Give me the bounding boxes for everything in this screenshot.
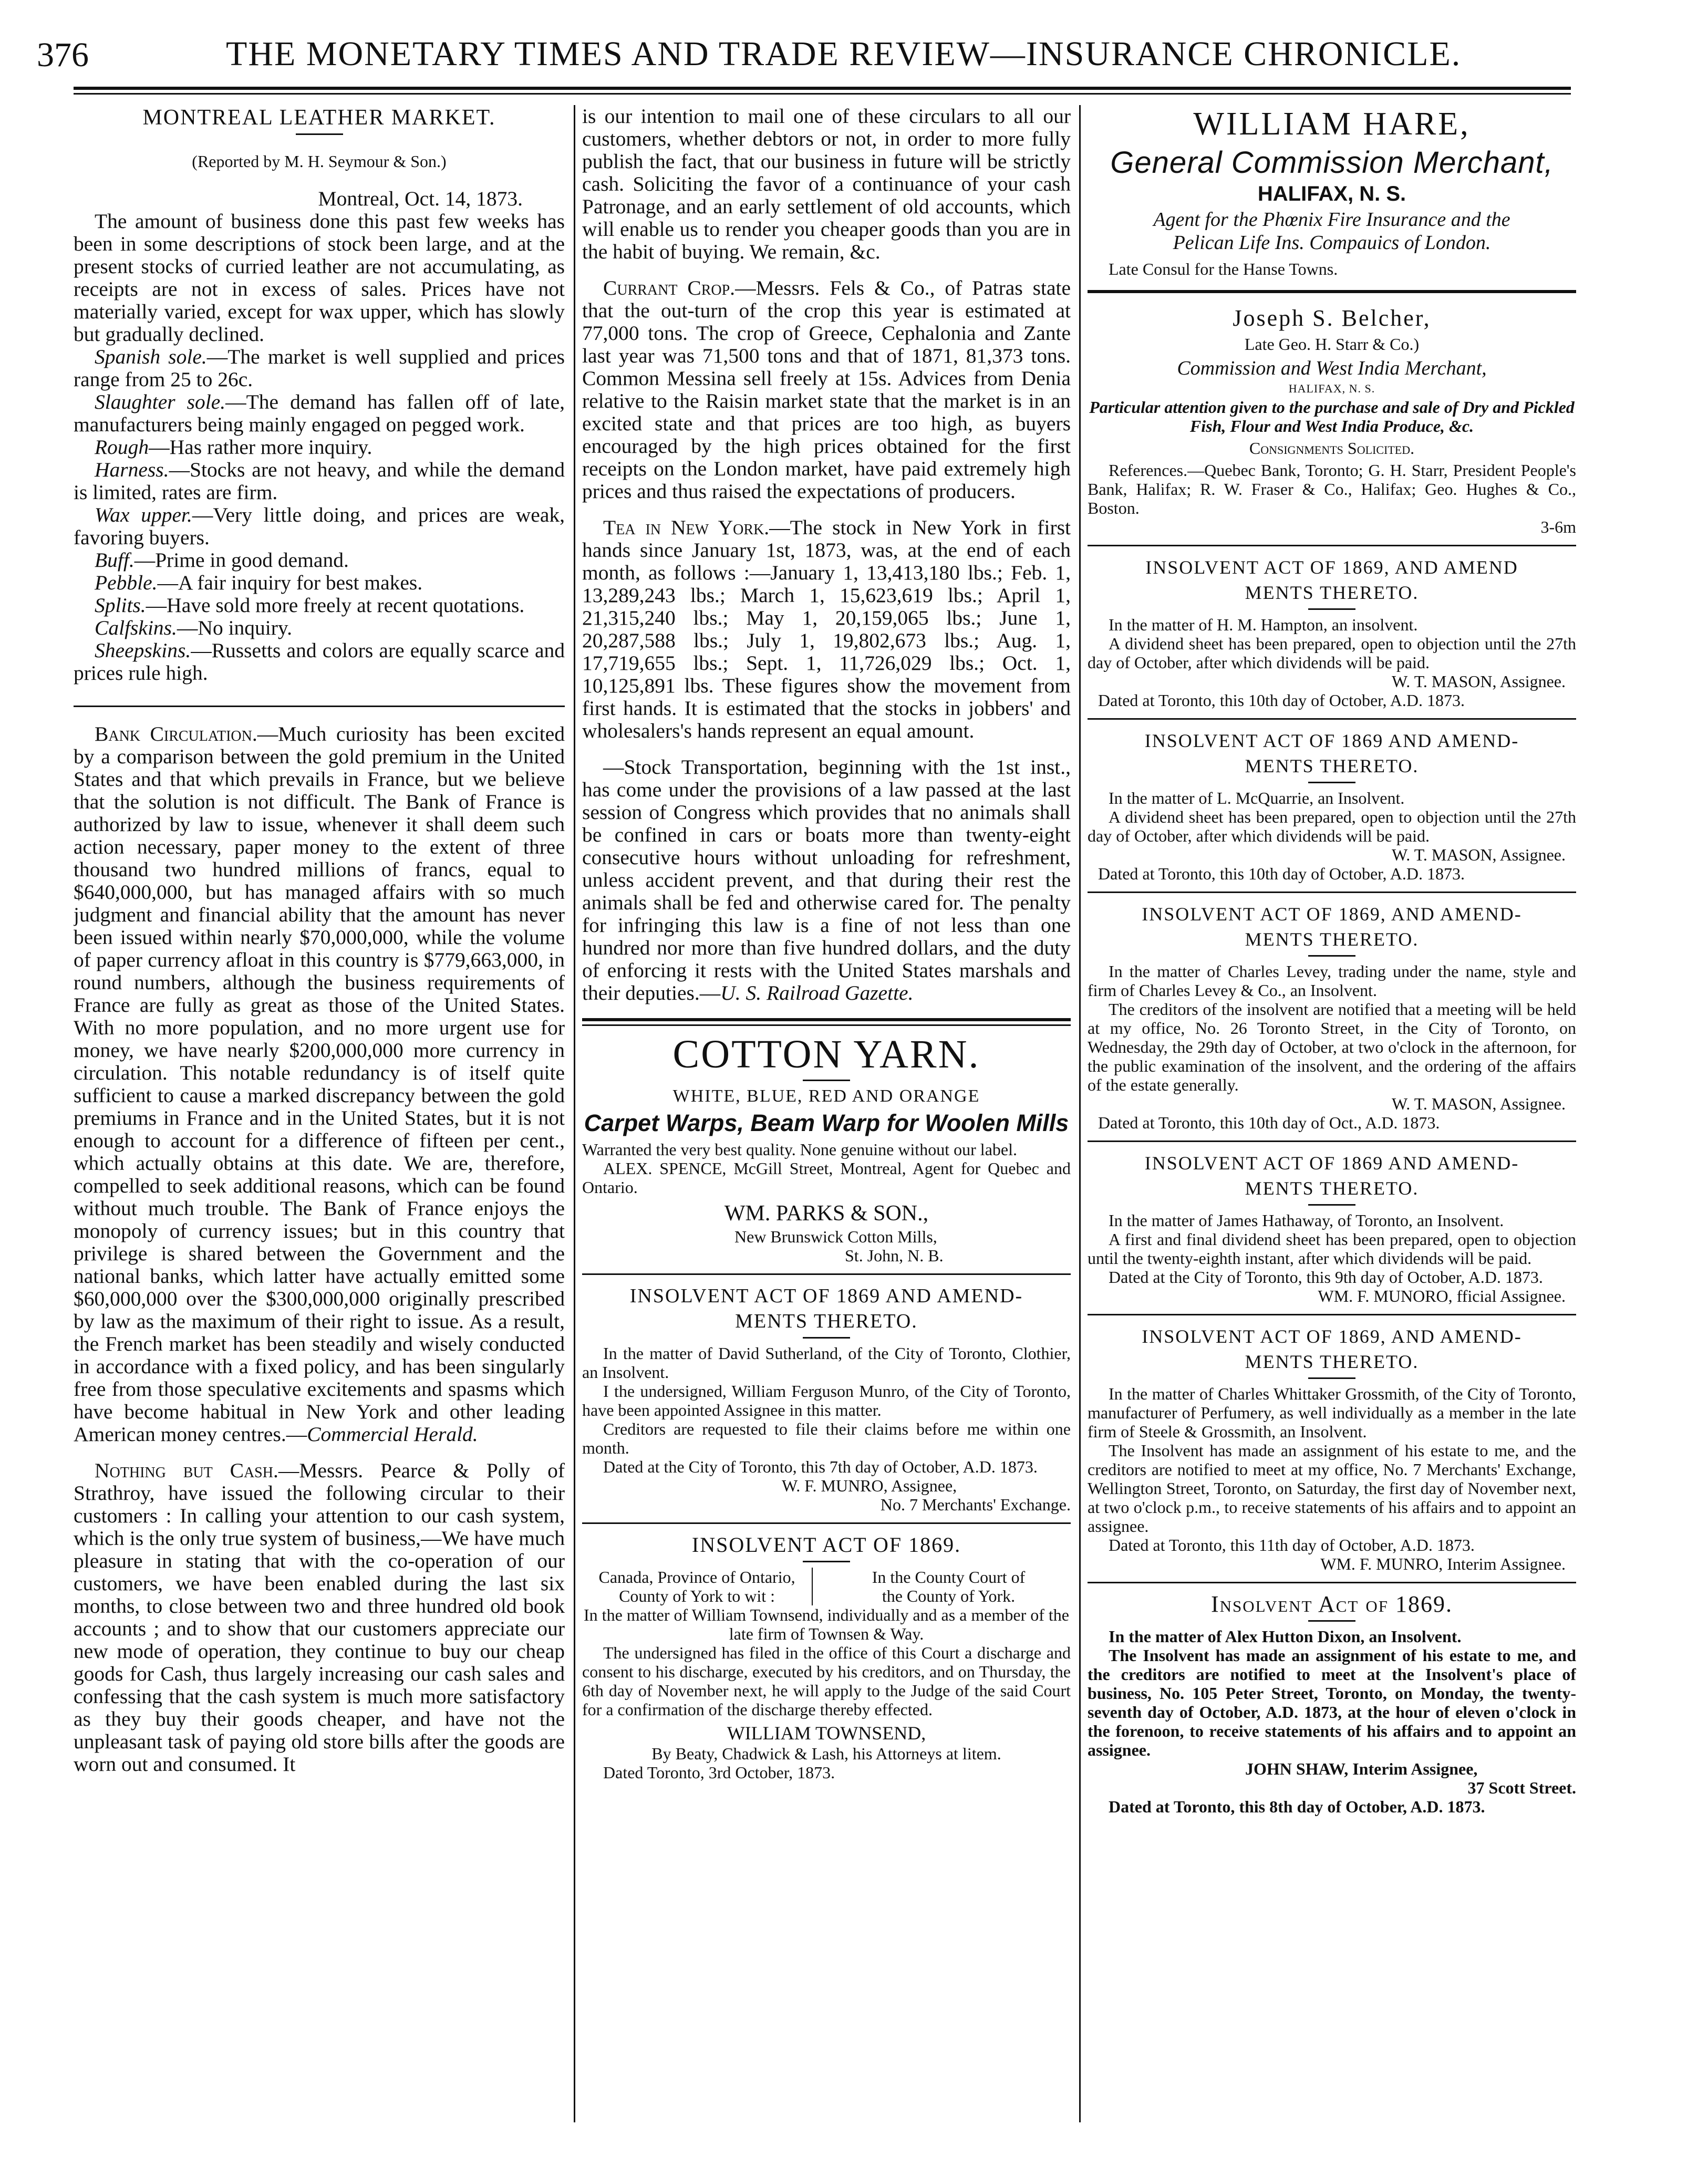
- page-header: [32, 29, 1676, 76]
- leather-item-term: Pebble.: [95, 571, 158, 594]
- leather-item-text: —Russetts and colors are equally scarce and prices rule high.: [74, 639, 565, 685]
- divider: [582, 1018, 1071, 1021]
- notice-heading: MENTS THERETO.: [1245, 1178, 1419, 1199]
- leather-item-text: —Very little doing, and prices are weak, favoring buyers.: [74, 503, 565, 549]
- divider: [582, 1024, 1071, 1026]
- ad-name: Joseph S. Belcher,: [1233, 305, 1431, 331]
- notice-heading: INSOLVENT ACT OF 1869 AND AMEND-: [1144, 730, 1519, 751]
- notice-text: The Insolvent has made an assignment of his estate to me, and the creditors are notified to meet at my office, No. 7 Merchants' Exchange, Wellington Street, Toronto, on Saturday, the first day of November next, at two o'clock p.m., to receive statements of his affairs and to appoint an assignee.: [1088, 1441, 1576, 1536]
- ad-text: Consignments Solicited.: [1249, 439, 1415, 458]
- leather-item-term: Slaughter sole.: [95, 390, 226, 413]
- divider: [1088, 891, 1576, 893]
- leather-item: [74, 504, 565, 549]
- leather-item-text: —Prime in good demand.: [134, 548, 349, 572]
- leather-items: [74, 346, 565, 685]
- ad-text: Warranted the very best quality. None genuine without our label.: [582, 1140, 1017, 1159]
- cotton-yarn-ad: [582, 1032, 1071, 1265]
- divider: [74, 706, 565, 707]
- ad-text: ALEX. SPENCE, McGill Street, Montreal, Agent for Quebec and Ontario.: [582, 1159, 1071, 1197]
- notice-signature: WILLIAM TOWNSEND,: [727, 1723, 926, 1744]
- insolvent-notice-sutherland: [582, 1283, 1071, 1514]
- notice-date: Dated at Toronto, this 8th day of October, A.D. 1873.: [1109, 1797, 1485, 1816]
- notice-text: A first and final dividend sheet has been prepared, open to objection until the twenty-eighth instant, after which dividends will be paid.: [1088, 1230, 1576, 1268]
- article-body: —Much curiosity has been excited by a comparison between the gold premium in the United States and that which prevails in France, but we believe that the solution is not difficult. The Bank of France is authorized by law to issue, whenever it shall deem such action necessary, paper money to the extent of three thousand two hundred millions of francs, equal to $640,000,000, but has managed affairs with so much judgment and financial ability that the amount has never been issued within nearly $70,000,000, while the volume of paper currency afloat in this country is $779,663,000, in round numbers, although the business requirements of France are fully as great as those of the United States. With no more population, and no more urgent use for money, we have nearly $200,000,000 more currency in circulation. This notable redundancy is of itself quite sufficient to cause a marked discrepancy between the gold premiums in France and in the United States, but it is not enough to account for a difference of fifteen per cent., which actually obtains at this date. We are, therefore, compelled to seek additional reasons, which can be found without much trouble. The Bank of France enjoys the monopoly of currency issues; but in this country that privilege is shared between the Government and the national banks, which latter have actually emitted some $60,000,000 over the $300,000,000 originally prescribed by law as the maximum of their right to issue. As a result, the French market has been steadily and wisely conducted in accordance with a fixed policy, and has been singularly free from those speculative excitements and spasms which have become habitual in New York and other leading American money centres.—: [74, 722, 565, 1446]
- notice-signature: No. 7 Merchants' Exchange.: [880, 1495, 1071, 1514]
- article-body: The amount of business done this past few weeks has been in some descriptions of stock been large, and at the present stocks of curried leather are not accumulating, as receipts are not in excess of sales. Prices have not materially varied, except for wax upper, which has slowly but gradually declined.: [74, 210, 565, 346]
- divider: [1308, 1204, 1355, 1206]
- ad-role: General Commission Merchant,: [1110, 146, 1554, 180]
- leather-item: [74, 391, 565, 436]
- leather-item: [74, 436, 565, 459]
- article-dateline: Montreal, Oct. 14, 1873.: [318, 187, 523, 210]
- header-rule: [74, 87, 1571, 90]
- leather-market-article: [74, 105, 565, 685]
- notice-date: Dated at Toronto, this 10th day of October, A.D. 1873.: [1098, 691, 1465, 710]
- notice-text: I the undersigned, William Ferguson Munro, of the City of Toronto, have been appointed Assignee in this matter.: [582, 1382, 1071, 1419]
- ad-text: New Brunswick Cotton Mills,: [734, 1227, 937, 1246]
- notice-heading: INSOLVENT ACT OF 1869, AND AMEND: [1145, 557, 1518, 578]
- court-caption-right: [826, 1568, 1071, 1605]
- ad-role: Commission and West India Merchant,: [1177, 357, 1487, 379]
- divider: [1088, 718, 1576, 720]
- notice-text: In the matter of James Hathaway, of Toronto, an Insolvent.: [1109, 1211, 1504, 1230]
- ad-text: Particular attention given to the purchase and sale of Dry and Pickled Fish, Flour and West India Produce, &c.: [1089, 398, 1575, 436]
- leather-item-term: Harness.: [95, 458, 169, 481]
- article-lead: Currant Crop.: [603, 276, 736, 299]
- notice-text: In the matter of H. M. Hampton, an insolvent.: [1109, 615, 1418, 634]
- article-lead: Nothing but Cash.: [95, 1459, 278, 1482]
- leather-item: [74, 617, 565, 639]
- leather-item-text: —Stocks are not heavy, and while the demand is limited, rates are firm.: [74, 458, 565, 504]
- ad-text: Late Consul for the Hanse Towns.: [1109, 260, 1338, 278]
- notice-heading: MENTS THERETO.: [735, 1310, 918, 1332]
- notice-text: A dividend sheet has been prepared, open to objection until the 27th day of October, after which dividends will be paid.: [1088, 634, 1576, 672]
- notice-text: The undersigned has filed in the office of this Court a discharge and consent to his discharge, executed by his creditors, and on Thursday, the 6th day of November next, he will apply to the Judge of the said Court for a confirmation of the discharge thereby effected.: [582, 1643, 1071, 1719]
- spacer: [582, 263, 1071, 277]
- tea-article: [582, 516, 1071, 742]
- notice-heading: INSOLVENT ACT OF 1869 AND AMEND-: [629, 1285, 1023, 1307]
- masthead-title: THE MONETARY TIMES AND TRADE REVIEW—INSURANCE CHRONICLE.: [226, 35, 1462, 73]
- caption-line: County of York to wit :: [619, 1587, 775, 1605]
- leather-item: [74, 594, 565, 617]
- ad-text: Late Geo. H. Starr & Co.): [1244, 335, 1420, 354]
- column-divider: [574, 105, 575, 2122]
- ad-text: St. John, N. B.: [845, 1246, 944, 1265]
- ad-place: HALIFAX, N. S.: [1257, 182, 1406, 205]
- notice-text: In the matter of Charles Levey, trading under the name, style and firm of Charles Levey & Co., an Insolvent.: [1088, 962, 1576, 1000]
- insolvent-notice: [1088, 1150, 1576, 1315]
- notice-signature: W. T. MASON, Assignee.: [1392, 672, 1566, 691]
- leather-item-term: Rough: [95, 436, 149, 459]
- notice-heading: MENTS THERETO.: [1245, 582, 1419, 603]
- leather-item-term: Wax upper.: [95, 503, 192, 526]
- divider: [1308, 1620, 1355, 1622]
- leather-item-text: —Has rather more inquiry.: [149, 436, 372, 459]
- currant-crop-article: [582, 277, 1071, 503]
- notice-heading: INSOLVENT ACT OF 1869, AND AMEND-: [1142, 1326, 1522, 1347]
- leather-item-text: —A fair inquiry for best makes.: [157, 571, 423, 594]
- article-body: —Stock Transportation, beginning with the 1st inst., has come under the provisions of a law passed at the last session of Congress which provides that no animals shall be confined in cars or boats more than twenty-eight consecutive hours without unloading for refreshment, unless accident prevent, and that during their rest the animals shall be fed and otherwise cared for. The penalty for infringing this law is a fine of not less than one hundred nor more than five hundred dollars, and the duty of enforcing it rests with the United States marshals and their deputies.—: [582, 755, 1071, 1004]
- article-body: —The stock in New York in first hands since January 1st, 1873, was, at the end of each month, as follows :—January 1, 13,413,180 lbs.; Feb. 1, 13,289,243 lbs.; March 1, 15,623,619 lbs.; April 1, 21,315,240 lbs.; May 1, 20,159,065 lbs.; June 1, 20,287,588 lbs.; July 1, 19,802,673 lbs.; Aug. 1, 17,719,655 lbs.; Sept. 1, 11,726,029 lbs.; Oct. 1, 10,125,891 lbs. These figures show the movement from first hands. It is estimated that the stocks in jobbers' and wholesalers's hands represent an equal amount.: [582, 516, 1071, 742]
- ad-code: 3-6m: [1540, 517, 1576, 536]
- belcher-ad: [1088, 305, 1576, 536]
- insolvent-notice: [1088, 901, 1576, 1142]
- divider: [1088, 290, 1576, 293]
- notice-text: Dated at Toronto, this 11th day of October, A.D. 1873.: [1109, 1536, 1475, 1554]
- notice-signature: WM. F. MUNORO, fficial Assignee.: [1318, 1287, 1566, 1305]
- insolvent-notice: [1088, 555, 1576, 720]
- leather-item-term: Splits.: [95, 594, 146, 617]
- column-3: [1088, 105, 1576, 2133]
- notice-heading: INSOLVENT ACT OF 1869 AND AMEND-: [1144, 1153, 1519, 1174]
- notice-text: In the matter of Charles Whittaker Grossmith, of the City of Toronto, manufacturer of Perfumery, as well individually as a member in the late firm of Steele & Grossmith, an Insolvent.: [1088, 1384, 1576, 1441]
- notice-heading: MENTS THERETO.: [1245, 929, 1419, 950]
- court-caption: [582, 1568, 1071, 1605]
- spacer: [74, 1446, 565, 1459]
- divider: [1088, 1314, 1576, 1315]
- article-heading: MONTREAL LEATHER MARKET.: [142, 106, 496, 130]
- ad-text: Pelican Life Ins. Compauics of London.: [1173, 232, 1491, 254]
- caption-line: the County of York.: [882, 1587, 1016, 1605]
- ad-place: HALIFAX, N. S.: [1288, 382, 1375, 395]
- caption-line: In the County Court of: [872, 1568, 1026, 1587]
- notice-signature: W. T. MASON, Assignee.: [1392, 845, 1566, 864]
- nothing-but-cash-article: [74, 1459, 565, 1776]
- leather-item-term: Calfskins.: [95, 616, 177, 639]
- article-lead: Tea in New York.: [603, 516, 770, 539]
- article-source: U. S. Railroad Gazette.: [720, 981, 914, 1004]
- leather-item: [74, 346, 565, 391]
- bank-circulation-article: [74, 723, 565, 1446]
- notice-heading: INSOLVENT ACT OF 1869, AND AMEND-: [1142, 904, 1522, 925]
- ad-firm: WM. PARKS & SON.,: [724, 1201, 929, 1226]
- notice-heading: MENTS THERETO.: [1245, 1351, 1419, 1372]
- divider: [1308, 782, 1355, 783]
- article-byline: (Reported by M. H. Seymour & Son.): [192, 152, 447, 171]
- notice-signature: By Beaty, Chadwick & Lash, his Attorneys at litem.: [651, 1744, 1001, 1763]
- divider: [803, 1337, 850, 1339]
- notice-text: The creditors of the insolvent are notified that a meeting will be held at my office, No. 26 Toronto Street, in the City of Toronto, on Wednesday, the 29th day of October, at two o'clock in the afternoon, for the public examination of the insolvent, and the ordering of the affairs of the estate generally.: [1088, 1000, 1576, 1094]
- notice-signature: W. F. MUNRO, Assignee,: [782, 1476, 957, 1495]
- cash-article-continued: is our intention to mail one of these circulars to all our customers, whether debtors or not, in order to more fully publish the fact, that our business in future will be strictly cash. Soliciting the favor of a continuance of your cash Patronage, and an early settlement of old accounts, which will enable us to render you cheaper goods than you are in the habit of buying. We remain, &c.: [582, 105, 1071, 263]
- notice-date: Dated Toronto, 3rd October, 1873.: [603, 1763, 835, 1782]
- insolvent-notice-townsend: [582, 1532, 1071, 1782]
- leather-item: [74, 549, 565, 572]
- leather-item: [74, 572, 565, 594]
- column-2: [582, 105, 1071, 2133]
- divider: [582, 1522, 1071, 1524]
- header-rule-thin: [74, 93, 1571, 95]
- ad-tagline: Carpet Warps, Beam Warp for Woolen Mills: [584, 1110, 1069, 1136]
- divider: [1308, 608, 1355, 610]
- ad-title: COTTON YARN.: [672, 1032, 980, 1076]
- notice-signature: WM. F. MUNRO, Interim Assignee.: [1320, 1554, 1566, 1573]
- notice-text: A dividend sheet has been prepared, open to objection until the 27th day of October, after which dividends will be paid.: [1088, 807, 1576, 845]
- notice-heading: INSOLVENT ACT OF 1869.: [691, 1533, 961, 1557]
- divider: [1088, 545, 1576, 546]
- notice-text: In the matter of Alex Hutton Dixon, an Insolvent.: [1109, 1627, 1462, 1646]
- insolvent-notices: [1088, 555, 1576, 1583]
- leather-item-text: —Have sold more freely at recent quotations.: [146, 594, 525, 617]
- notice-signature: 37 Scott Street.: [1467, 1778, 1576, 1797]
- notice-signature: JOHN SHAW, Interim Assignee,: [1245, 1759, 1478, 1778]
- column-1: [74, 105, 565, 2133]
- article-body: —Messrs. Pearce & Polly of Strathroy, have issued the following circular to their customers : In calling your attention to our cash system, which is the only true system of business,—We have much pleasure in stating that with the co-operation of our customers, we have been enabled during the last six months, to close between two and three hundred old book accounts ; and to show that our customers appreciate our new mode of operation, they continue to buy our cheap goods for Cash, thus largely increasing our cash sales and confessing that the cash system is much more satisfactory as they buy their goods cheaper, and have not the unpleasant task of paying old store bills after the goods are worn out and consumed. It: [74, 1459, 565, 1776]
- insolvent-notice: [1088, 728, 1576, 893]
- notice-heading: Insolvent Act of 1869.: [1211, 1591, 1453, 1617]
- william-hare-ad: [1088, 105, 1576, 278]
- article-source: Commercial Herald.: [307, 1423, 478, 1446]
- caption-line: Canada, Province of Ontario,: [598, 1568, 795, 1587]
- ad-references: References.—Quebec Bank, Toronto; G. H. Starr, President People's Bank, Halifax; R. W. Fraser & Co., Halifax; Geo. Hughes & Co., Boston.: [1088, 461, 1576, 517]
- leather-item-text: —No inquiry.: [177, 616, 292, 639]
- divider: [582, 1273, 1071, 1275]
- insolvent-notice-dixon: [1088, 1592, 1576, 1816]
- divider: [1308, 955, 1355, 957]
- divider: [1088, 1582, 1576, 1583]
- divider: [1308, 1377, 1355, 1379]
- stock-transport-article: [582, 756, 1071, 1004]
- notice-text: The Insolvent has made an assignment of his estate to me, and the creditors are notified to meet at the Insolvent's place of business, No. 105 Peter Street, Toronto, on Monday, the twenty-seventh day of October, A.D. 1873, at the hour of eleven o'clock in the forenoon, to receive statements of his affairs and to appoint an assignee.: [1088, 1646, 1576, 1759]
- notice-date: Dated at Toronto, this 10th day of Oct., A.D. 1873.: [1098, 1113, 1440, 1132]
- notice-text: Creditors are requested to file their claims before me within one month.: [582, 1419, 1071, 1457]
- article-body: —Messrs. Fels & Co., of Patras state that the out-turn of the crop this year is estimated at 77,000 tons. The crop of Greece, Cephalonia and Zante last year was 71,500 tons and that of 1871, 81,373 tons. Common Messina sell freely at 15s. Advices from Denia relative to the Raisin market state that the market is in an excited state and that prices are too high, as buyers encouraged by the high prices obtained for the first receipts on the London market, have paid extremely high prices and thus raised the expectations of producers.: [582, 276, 1071, 503]
- leather-item-term: Buff.: [95, 548, 134, 572]
- notice-text: In the matter of David Sutherland, of the City of Toronto, Clothier, an Insolvent.: [582, 1344, 1071, 1382]
- divider: [803, 1561, 850, 1562]
- insolvent-notice: [1088, 1324, 1576, 1583]
- ad-text: Agent for the Phœnix Fire Insurance and the: [1153, 209, 1510, 231]
- notice-text: Dated at the City of Toronto, this 7th day of October, A.D. 1873.: [603, 1457, 1038, 1476]
- ad-subtitle: WHITE, BLUE, RED AND ORANGE: [672, 1086, 980, 1106]
- divider: [1088, 1140, 1576, 1142]
- page-number: 376: [37, 36, 89, 74]
- leather-item: [74, 639, 565, 685]
- ad-name: WILLIAM HARE,: [1193, 106, 1471, 142]
- leather-item-term: Spanish sole.: [95, 345, 207, 368]
- court-caption-left: [582, 1568, 813, 1605]
- spacer: [582, 742, 1071, 756]
- leather-item-text: —The demand has fallen off of late, manufacturers being mainly engaged on pegged work.: [74, 390, 565, 436]
- divider: [296, 133, 343, 135]
- article-lead: Bank Circulation.: [95, 722, 257, 745]
- notice-text: In the matter of William Townsend, individually and as a member of the late firm of Townsen & Way.: [584, 1605, 1069, 1643]
- notice-signature: W. T. MASON, Assignee.: [1392, 1094, 1566, 1113]
- column-divider: [1079, 105, 1081, 2122]
- spacer: [582, 503, 1071, 516]
- divider: [803, 1080, 850, 1081]
- notice-date: Dated at Toronto, this 10th day of October, A.D. 1873.: [1098, 864, 1465, 883]
- leather-item: [74, 459, 565, 504]
- notice-text: In the matter of L. McQuarrie, an Insolvent.: [1109, 789, 1405, 807]
- notice-text: Dated at the City of Toronto, this 9th day of October, A.D. 1873.: [1109, 1268, 1543, 1287]
- notice-heading: MENTS THERETO.: [1245, 755, 1419, 776]
- leather-item-text: —The market is well supplied and prices range from 25 to 26c.: [74, 345, 565, 391]
- leather-item-term: Sheepskins.: [95, 639, 191, 662]
